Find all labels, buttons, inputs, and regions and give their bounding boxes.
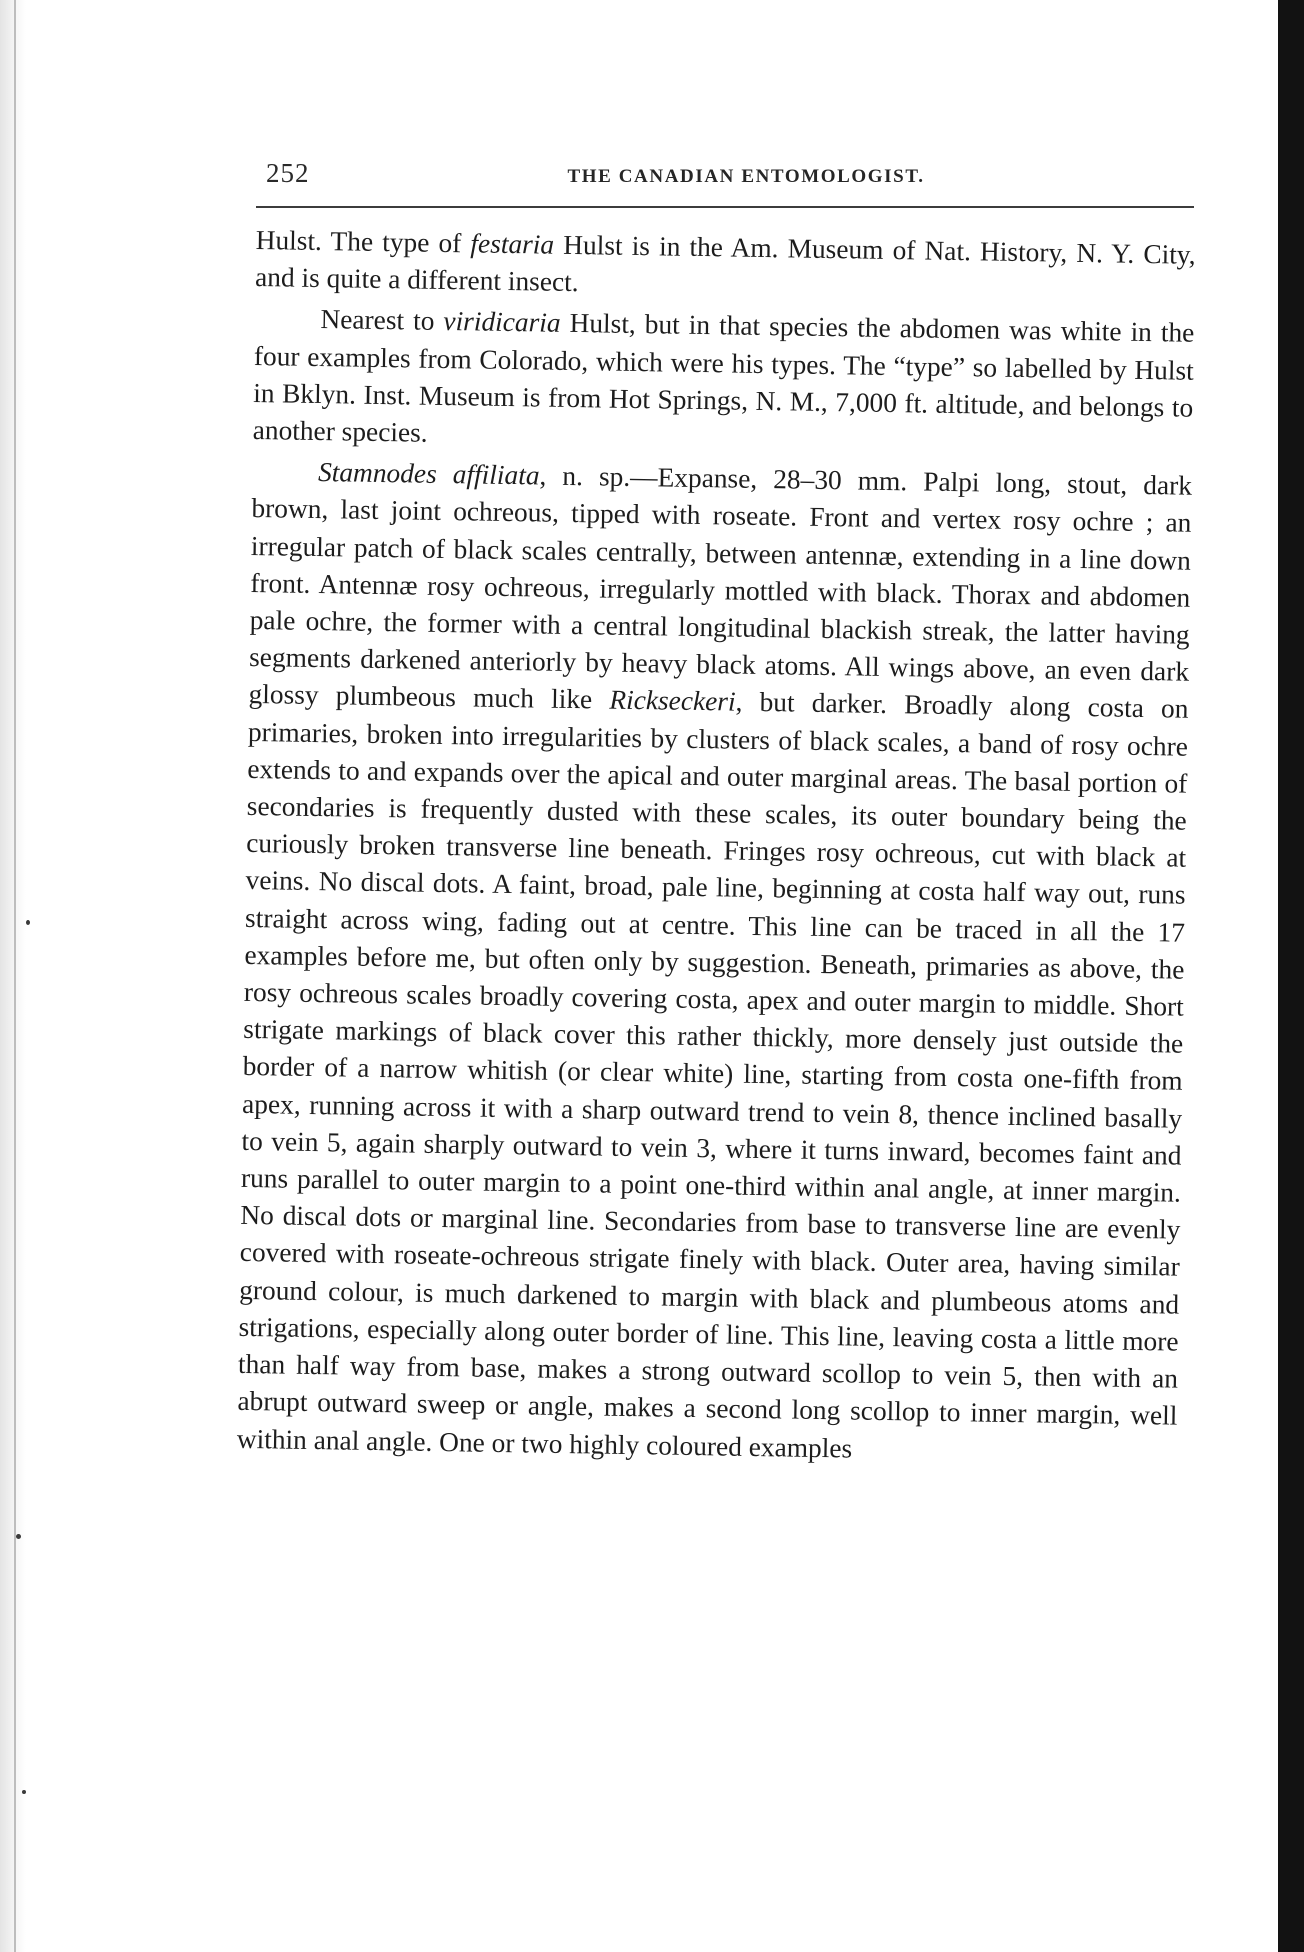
text-segment: , but darker. Broadly along costa on primaries, broken into irregularities by clusters of black scales, a band of rosy ochre extends to and expands over the apical and outer marginal areas. The basal portion of secondaries is frequently dusted with these scales, its outer boundary being the curiously broken transverse line beneath. Fringes rosy ochreous, cut with black at veins. No discal dots. A faint, broad, pale line, beginning at costa half way out, runs straight across wing, fading out at centre. This line can be traced in all the 17 examples before me, but often only by suggestion. Beneath, primaries as above, the rosy ochreous scales broadly covering costa, apex and outer margin to middle. Short strigate markings of black cover this rather thickly, more densely just outside the border of a narrow whitish (or clear white) line, starting from costa one-fifth from apex, running across it with a sharp outward trend to vein 8, thence inclined basally to vein 5, again sharply outward to vein 3, where it turns inward, becomes faint and runs parallel to outer margin to a point one-third within anal angle, at inner margin. No discal dots or marginal line. Secondaries from base to transverse line are evenly covered with roseate-ochreous strigate finely with black. Outer area, having similar ground colour, is much darkened to margin with black and plumbeous atoms and strigations, especially along outer border of line. This line, leaving costa a little more than half way from base, makes a strong outward scollop to vein 5, then with an abrupt outward sweep or angle, makes a second long scollop to inner margin, well within anal angle. One or two highly coloured examples (236, 687, 1189, 1464)
header-rule (256, 206, 1194, 208)
book-page (236, 150, 1196, 1464)
scan-speck (16, 1534, 21, 1539)
body-text (237, 222, 1196, 1472)
text-segment: Hulst is in the Am. Museum of Nat. History, N. Y. City, and is quite a different insect. (254, 229, 1196, 298)
text-segment: Hulst, but in that species the abdomen was white in the four examples from Colorado, which were his types. The “type” so labelled by Hulst in Bklyn. Inst. Museum is from Hot Springs, N. M., 7,000 ft. altitude, and belongs to another species. (252, 308, 1195, 448)
italic-text-segment: festaria (470, 228, 555, 260)
scan-speck (22, 1790, 26, 1794)
scan-dark-edge (1278, 0, 1304, 1952)
page-gutter-edge (14, 0, 16, 1952)
text-segment: , n. sp.—Expanse, 28–30 mm. Palpi long, stout, dark brown, last joint ochreous, tipped with roseate. Front and vertex rosy ochre ; an irregular patch of black scales centrally, between antennæ, extending in a line down front. Antennæ rosy ochreous, irregularly mottled with black. Thorax and abdomen pale ochre, the former with a central longitudinal blackish streak, the latter having segments darkened anteriorly by heavy black atoms. All wings above, an even dark glossy plumbeous much like (248, 460, 1193, 716)
text-segment: Nearest to (320, 304, 444, 337)
scan-speck (26, 920, 30, 925)
running-head: THE CANADIAN ENTOMOLOGIST. (567, 166, 925, 187)
paragraph (237, 453, 1193, 1472)
italic-text-segment: Rickseckeri (609, 685, 736, 718)
text-segment: Hulst. The type of (255, 224, 471, 259)
paragraph (255, 222, 1196, 311)
italic-text-segment: Stamnodes affiliata (317, 457, 540, 491)
page-gutter-shadow (0, 0, 26, 1952)
page-number: 252 (266, 158, 310, 188)
italic-text-segment: viridicaria (443, 306, 561, 339)
paragraph (252, 300, 1194, 464)
page-header (256, 150, 1196, 190)
